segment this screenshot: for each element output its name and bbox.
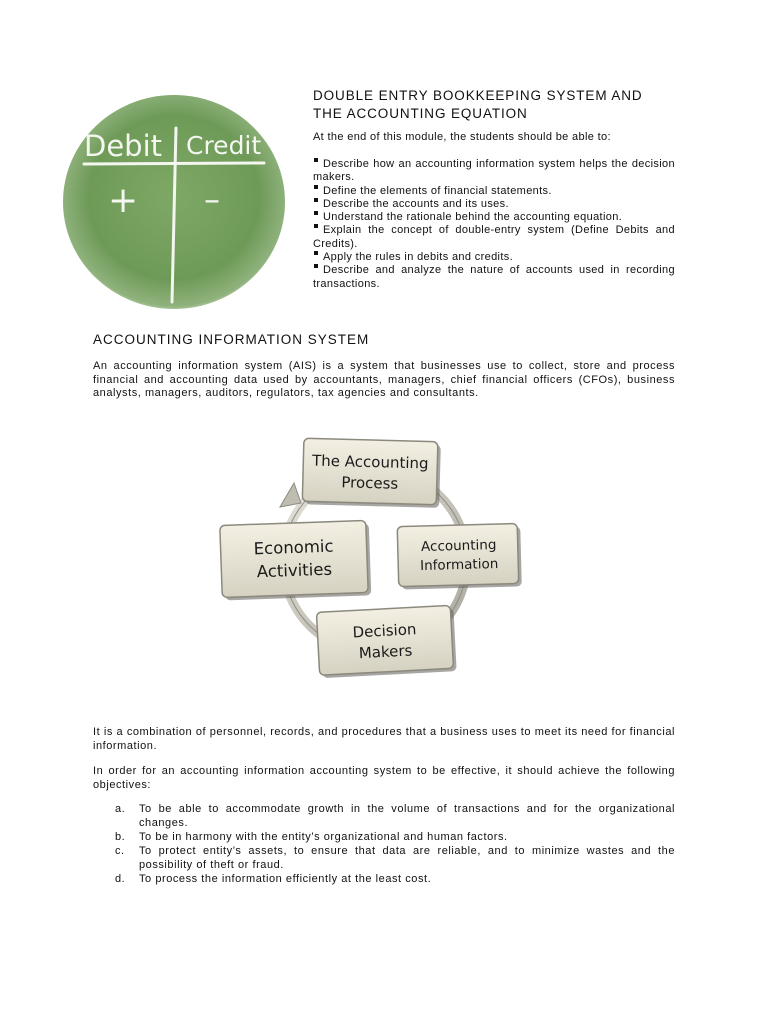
plus-sign: + — [108, 180, 139, 221]
learning-objective: Apply the rules in debits and credits. — [313, 251, 675, 264]
module-title — [313, 87, 693, 123]
bullet-icon — [314, 158, 318, 162]
minus-sign: – — [204, 180, 220, 218]
module-intro: At the end of this module, the students should be able to: — [313, 131, 611, 143]
bullet-icon — [314, 211, 318, 215]
ais-combination-paragraph: It is a combination of personnel, records, and procedures that a business uses to meet its need for financial information. — [93, 726, 675, 752]
bullet-icon — [314, 251, 318, 255]
accounting-process-cycle-diagram — [210, 433, 540, 683]
svg-text:Process: Process — [341, 473, 399, 493]
module-title-line2: THE ACCOUNTING EQUATION — [313, 106, 528, 121]
svg-text:Decision: Decision — [352, 620, 417, 642]
svg-text:Information: Information — [419, 556, 499, 575]
list-item: b. To be in harmony with the entity’s organizational and human factors. — [115, 831, 508, 843]
box-economic-activities — [220, 520, 372, 600]
learning-objectives-list — [313, 158, 675, 291]
learning-objective: Explain the concept of double-entry system (Define Debits and Credits). — [313, 224, 675, 250]
bullet-icon — [314, 198, 318, 202]
ais-definition-paragraph: An accounting information system (AIS) is a system that businesses use to collect, store and process financial and accounting data used by accountants, managers, chief financial officers (CFOs), business analysts, managers, auditors, regulators, tax agencies and consultants. — [93, 360, 675, 399]
svg-text:The Accounting: The Accounting — [311, 451, 429, 473]
credit-label: Credit — [186, 131, 262, 160]
bullet-icon — [314, 224, 318, 228]
bullet-icon — [314, 185, 318, 189]
ais-objectives-list — [115, 802, 675, 886]
svg-text:Economic: Economic — [253, 536, 334, 559]
learning-objective: Describe and analyze the nature of accounts used in recording transactions. — [313, 264, 675, 290]
learning-objective: Understand the rationale behind the accounting equation. — [313, 211, 675, 224]
cycle-arrowhead-icon — [280, 483, 301, 507]
section-heading: ACCOUNTING INFORMATION SYSTEM — [93, 332, 370, 347]
box-accounting-information — [397, 523, 522, 589]
ais-effectiveness-paragraph: In order for an accounting information accounting system to be effective, it should achieve the following objectives: — [93, 765, 675, 791]
svg-text:Makers: Makers — [358, 641, 413, 663]
list-item: c. To protect entity’s assets, to ensure that data are reliable, and to minimize wastes and the possibility of theft or fraud. — [115, 845, 675, 871]
bullet-icon — [314, 264, 318, 268]
debit-label: Debit — [84, 129, 163, 163]
learning-objective: Define the elements of financial statements. — [313, 185, 675, 198]
box-accounting-process — [302, 438, 441, 508]
learning-objective: Describe the accounts and its uses. — [313, 198, 675, 211]
module-title-line1: DOUBLE ENTRY BOOKKEEPING SYSTEM AND — [313, 88, 643, 103]
debit-credit-chalkboard-image — [62, 94, 286, 310]
learning-objective: Describe how an accounting information system helps the decision makers. — [313, 158, 675, 184]
list-item: d. To process the information efficiently at the least cost. — [115, 873, 432, 885]
box-decision-makers — [316, 605, 456, 678]
list-item: a. To be able to accommodate growth in the volume of transactions and for the organizational changes. — [115, 803, 675, 829]
svg-text:Activities: Activities — [256, 559, 333, 582]
svg-text:Accounting: Accounting — [420, 537, 497, 556]
